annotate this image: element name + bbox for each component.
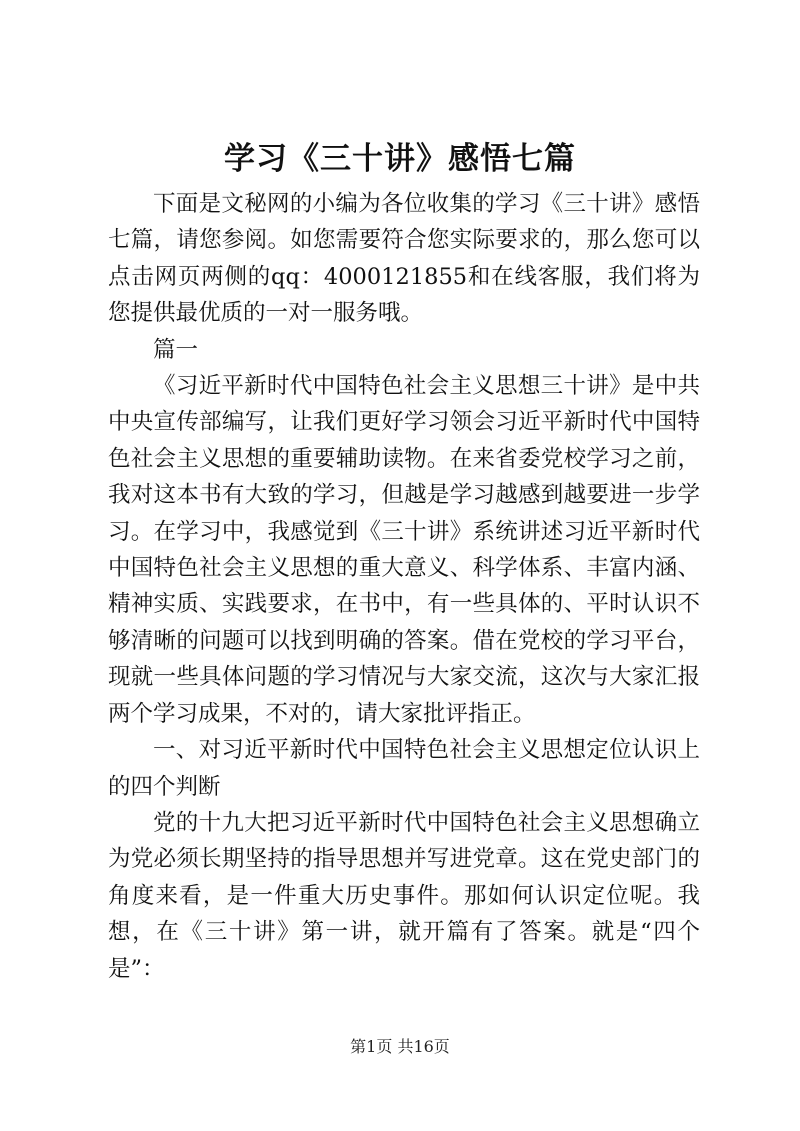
document-title: 学习《三十讲》感悟七篇 — [224, 141, 576, 177]
page-number-footer: 第1页 共16页 — [350, 1037, 450, 1056]
section-heading-part-one: 篇一 — [153, 336, 199, 363]
section-heading: 一、对习近平新时代中国特色社会主义思想定位认识上的四个判断 — [108, 737, 700, 800]
body-paragraph: 党的十九大把习近平新时代中国特色社会主义思想确立为党必须长期坚持的指导思想并写进党章。这在党史部门的角度来看，是一件重大历史事件。那如何认识定位呢。我想，在《三十讲》第一讲，就开篇有了答案。就是“四个是”： — [108, 809, 700, 982]
intro-paragraph: 下面是文秘网的小编为各位收集的学习《三十讲》感悟七篇，请您参阅。如您需要符合您实际要求的，那么您可以点击网页两侧的qq：4000121855和在线客服，我们将为您提供最优质的一对一服务哦。 — [108, 191, 700, 327]
body-paragraph: 《习近平新时代中国特色社会主义思想三十讲》是中共中央宣传部编写，让我们更好学习领会习近平新时代中国特色社会主义思想的重要辅助读物。在来省委党校学习之前，我对这本书有大致的学习，但越是学习越感到越要进一步学习。在学习中，我感觉到《三十讲》系统讲述习近平新时代中国特色社会主义思想的重大意义、科学体系、丰富内涵、精神实质、实践要求，在书中，有一些具体的、平时认识不够清晰的问题可以找到明确的答案。借在党校的学习平台，现就一些具体问题的学习情况与大家交流，这次与大家汇报两个学习成果，不对的，请大家批评指正。 — [108, 373, 700, 727]
document-body — [108, 186, 700, 987]
